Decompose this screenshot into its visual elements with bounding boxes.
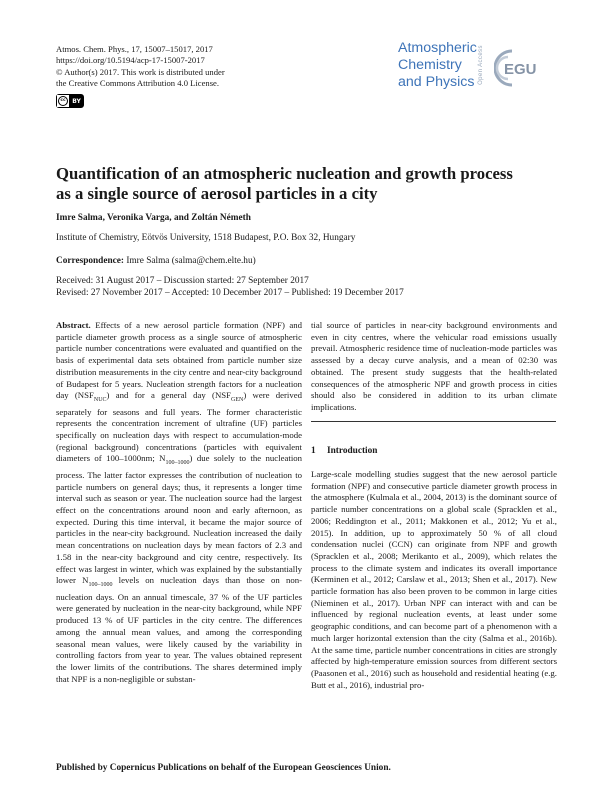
journal-name-line-1: Atmospheric — [398, 40, 477, 56]
doi-link[interactable]: https://doi.org/10.5194/acp-17-15007-2017 — [56, 55, 205, 66]
correspondence — [56, 256, 256, 266]
license-line: the Creative Commons Attribution 4.0 License. — [56, 78, 220, 89]
publisher-footer: Published by Copernicus Publications on behalf of the European Geosciences Union. — [56, 763, 391, 773]
cc-by-license-icon[interactable] — [56, 94, 84, 108]
affiliation: Institute of Chemistry, Eötvös University, 1518 Budapest, P.O. Box 32, Hungary — [56, 233, 356, 243]
abstract-label: Abstract. — [56, 320, 91, 330]
journal-name-line-3: and Physics — [398, 74, 475, 90]
introduction-text: Large-scale modelling studies suggest that the new aerosol particle formation (NPF) and consecutive particle diameter growth process in the atmosphere (Kulmala et al., 2004, 2013) is the dominant source of particle number concentrations on a global scale (Spracklen et al., 2006; Reddington et al., 2011; Makkonen et al., 2012; Yu et al., 2015). In addition, up to approximately 50 % of all cloud condensation nuclei (CCN) can originate from NPF and growth (Spracklen et al., 2008; Merikanto et al., 2009), which relates the process to the climate system and indicates its overall importance (Kerminen et al., 2012; Carslaw et al., 2013; Shen et al., 2017). New particle formation has also been proven to be common in large cities (Nieminen et al., 2017). Urban NPF can interact with and can be influenced by regional nucleation events, at least under some geographic conditions, and can become part of a phenomenon with a much larger horizontal extension than the city (Salma et al., 2016b). At the same time, particle number concentrations in cities are strongly affected by high-temperature emission sources from different sectors (Paasonen et al., 2016) such as household and residential heating (e.g. Butt et al., 2016), industrial pro- — [311, 469, 557, 690]
section-number: 1 — [311, 446, 316, 456]
copyright-line: © Author(s) 2017. This work is distributed under — [56, 66, 225, 77]
publication-dates — [56, 275, 404, 300]
by-label: BY — [72, 97, 81, 105]
open-access-label: Open Access — [478, 45, 484, 85]
dates-received: Received: 31 August 2017 – Discussion started: 27 September 2017 — [56, 276, 309, 286]
article-meta — [56, 44, 316, 90]
dates-published: Revised: 27 November 2017 – Accepted: 10 December 2017 – Published: 19 December 2017 — [56, 288, 404, 299]
cc-icon: cc — [58, 96, 68, 106]
egu-logo — [494, 48, 542, 93]
egu-icon — [494, 48, 542, 88]
abstract-divider — [311, 421, 556, 422]
abstract-continued: tial source of particles in near-city background environments and even in city centres, where the vehicular road emissions usually prevail. Atmospheric residence time of nucleation-mode particles was assessed by a decay curve analysis, and a mean of 02:30 was obtained. The present study suggests that the health-related consequences of the atmospheric NPF and growth process in cities should also be considered in addition to its urban climate implications. — [311, 320, 557, 412]
correspondence-label: Correspondence: — [56, 256, 124, 266]
egu-logo-text: EGU — [504, 61, 537, 78]
correspondence-contact[interactable]: Imre Salma (salma@chem.elte.hu) — [124, 256, 256, 266]
authors: Imre Salma, Veronika Varga, and Zoltán Németh — [56, 213, 251, 223]
journal-name-line-2: Chemistry — [398, 57, 462, 73]
section-heading-introduction: 1 Introduction — [311, 446, 378, 456]
citation: Atmos. Chem. Phys., 17, 15007–15017, 2017 — [56, 44, 213, 54]
article-title: Quantification of an atmospheric nucleation and growth process as a single source of aerosol particles in a city — [56, 164, 513, 203]
abstract: Abstract. Effects of a new aerosol particle formation (NPF) and particle diameter growth process as a single source of atmospheric particle number concentrations were evaluated and quantified on the basis of experimental data sets obtained from particle number size distribution measurements in the city centre and near-city background of Budapest for 5 years. Nucleation strength factors for a nucleation day $(NSF_{NUC})$ and for a general day $(NSF_{GEN})$ were derived separately for seasons and full years. The former characteristic represents the concentration increment of ultrafine (UF) particles specifically on nucleation days with respect to accumulation-mode (regional background) concentrations (particles with equivalent diameters of 100–1000nm; $N_{100-1000}$) due solely to the nucleation process. The latter factor expresses the contribution of nucleation to particle numbers on general days; thus, it represents a longer time interval such as season or year. The nucleation source had the largest effect on the concentrations around noon and early afternoon, as expected. During this time interval, it became the major source of particles in the near-city background. Nucleation increased the daily mean concentrations on nucleation days by mean factors of 2.3 and 1.58 in the near-city background and city centre, respectively. Its effect was largest in winter, which was explained by the substantially lower $N_{100-1000}$ levels on nucleation days than those on non-nucleation days. On an annual timescale, 37 % of the UF particles were generated by nucleation in the near-city background, while NPF produced 13 % of UF particles in the city centre. The differences among the annual mean values, and among the corresponding seasonal mean values, were likely caused by the variability in controlling factors from year to year. The values obtained represent the lower limits of the contributions. The shares determined imply that NPF is a non-negligible or substan- — [56, 320, 303, 684]
